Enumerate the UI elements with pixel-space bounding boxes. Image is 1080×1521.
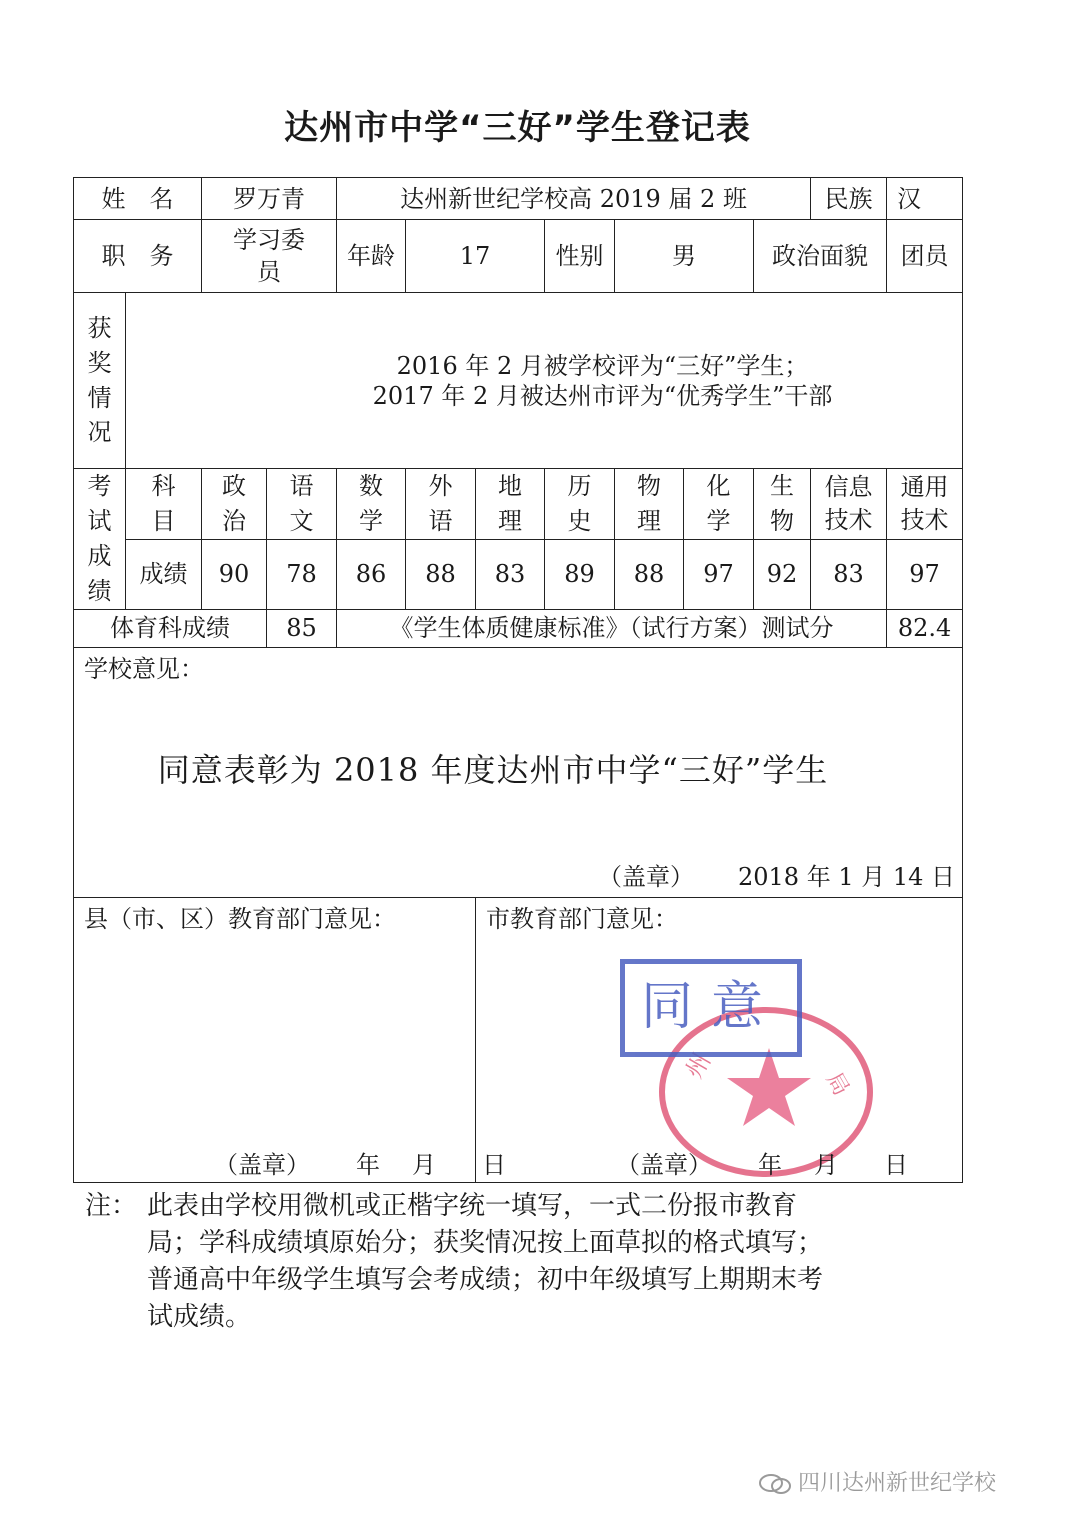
subject-label: 科目 — [151, 472, 176, 535]
score-cell: 97 — [887, 539, 963, 609]
score-cell: 83 — [476, 539, 545, 609]
subject-physics: 物理 — [637, 472, 661, 535]
city-seal-label: （盖章） — [616, 1150, 712, 1179]
pe-row — [74, 609, 963, 647]
school-seal-label: （盖章） — [598, 862, 694, 891]
subject-general-tech: 通用技术 — [900, 473, 949, 534]
awards-row — [74, 293, 963, 469]
awards-label: 获奖情况 — [87, 313, 112, 447]
approve-stamp: 同意 — [620, 959, 802, 1057]
city-date-day: 日 — [884, 1150, 908, 1179]
political-label: 政治面貌 — [754, 220, 887, 293]
note-line: 局；学科成绩填原始分；获奖情况按上面草拟的格式填写； — [147, 1228, 824, 1258]
position-row — [74, 220, 963, 293]
subject-geography: 地理 — [498, 472, 522, 535]
political-value: 团员 — [887, 220, 963, 293]
city-date-year: 年 — [758, 1150, 782, 1179]
note-line: 试成绩。 — [147, 1302, 252, 1332]
subject-math: 数学 — [359, 472, 383, 535]
score-cell: 89 — [545, 539, 615, 609]
dept-opinion-row — [74, 897, 963, 1182]
school-opinion-label: 学校意见： — [84, 654, 204, 683]
subject-biology: 生物 — [770, 472, 795, 535]
county-date-year: 年 — [356, 1150, 380, 1179]
award-item: 2017 年 2 月被达州市评为“优秀学生”干部 — [372, 381, 833, 410]
score-cell: 88 — [615, 539, 684, 609]
wechat-icon — [758, 1473, 792, 1495]
city-date-month: 月 — [814, 1150, 838, 1179]
city-opinion-label: 市教育部门意见： — [486, 904, 678, 933]
pe-standard-score: 82.4 — [887, 609, 963, 647]
watermark-text: 四川达州新世纪学校 — [798, 1471, 997, 1496]
ethnicity-value: 汉 — [887, 178, 963, 220]
note-line: 普通高中年级学生填写会考成绩；初中年级填写上期期末考 — [147, 1265, 824, 1295]
exam-label: 考试成绩 — [87, 472, 112, 605]
school-opinion-text: 同意表彰为 2018 年度达州市中学“三好”学生 — [157, 750, 829, 789]
note-prefix: 注： — [85, 1191, 138, 1221]
name-label: 姓 名 — [74, 178, 202, 220]
name-value: 罗万青 — [202, 178, 337, 220]
score-cell: 88 — [406, 539, 476, 609]
gender-value: 男 — [615, 220, 754, 293]
wechat-watermark — [758, 1466, 996, 1497]
score-cell: 86 — [337, 539, 406, 609]
age-label: 年龄 — [337, 220, 406, 293]
city-opinion-cell — [476, 897, 963, 1182]
name-row — [74, 178, 963, 220]
subject-politics: 政治 — [222, 472, 246, 535]
position-value: 学习委员 — [233, 225, 305, 286]
subject-foreign-language: 外语 — [428, 472, 453, 535]
subject-chemistry: 化学 — [706, 472, 731, 535]
score-cell: 92 — [754, 539, 811, 609]
exam-subject-row — [74, 469, 963, 540]
pe-standard-label: 《学生体质健康标准》（试行方案）测试分 — [337, 609, 887, 647]
svg-text:州: 州 — [679, 1047, 717, 1083]
subject-it: 信息技术 — [824, 473, 873, 534]
score-cell: 78 — [267, 539, 337, 609]
county-date-month: 月 — [412, 1150, 436, 1179]
note-line: 此表由学校用微机或正楷字统一填写，一式二份报市教育 — [147, 1191, 798, 1221]
registration-form-table — [73, 177, 963, 1183]
exam-score-row — [74, 539, 963, 609]
position-label: 职 务 — [74, 220, 202, 293]
ethnicity-label: 民族 — [811, 178, 887, 220]
award-item: 2016 年 2 月被学校评为“三好”学生； — [396, 351, 809, 380]
county-opinion-cell — [74, 897, 506, 1182]
score-cell: 90 — [202, 539, 267, 609]
form-title: 达州市中学“三好”学生登记表 — [284, 108, 751, 148]
pe-score: 85 — [267, 609, 337, 647]
score-label: 成绩 — [126, 539, 202, 609]
svg-text:局: 局 — [820, 1068, 854, 1100]
school-opinion-row — [74, 647, 963, 897]
county-date-day: 日 — [482, 1150, 506, 1179]
age-value: 17 — [406, 220, 545, 293]
footnote — [85, 1188, 965, 1336]
county-seal-label: （盖章） — [214, 1150, 310, 1179]
county-opinion-label: 县（市、区）教育部门意见： — [84, 904, 396, 933]
subject-history: 历史 — [567, 472, 592, 535]
school-class-value: 达州新世纪学校高 2019 届 2 班 — [337, 178, 811, 220]
pe-label: 体育科成绩 — [74, 609, 267, 647]
score-cell: 97 — [684, 539, 754, 609]
score-cell: 83 — [811, 539, 887, 609]
subject-chinese: 语文 — [289, 472, 314, 535]
school-opinion-date: 2018 年 1 月 14 日 — [738, 862, 956, 891]
gender-label: 性别 — [545, 220, 615, 293]
